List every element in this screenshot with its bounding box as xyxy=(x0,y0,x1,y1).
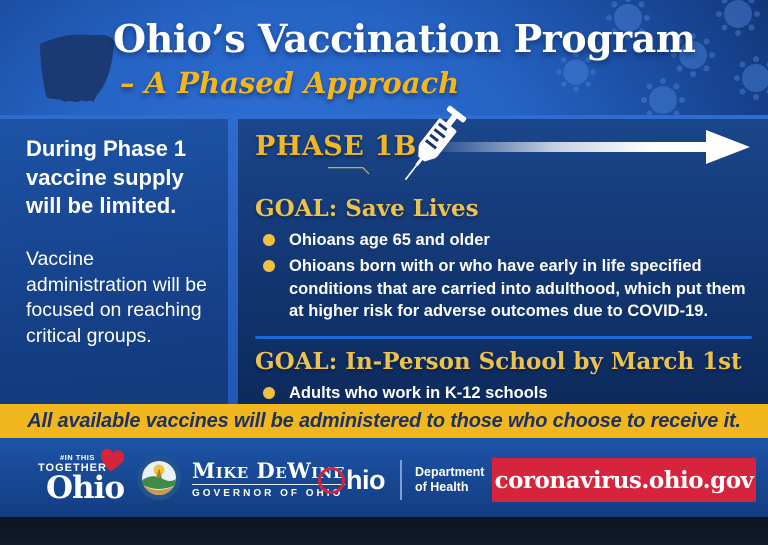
goal-1-bullets xyxy=(255,229,754,323)
availability-banner-text: All available vaccines will be administered to those who choose to receive it. xyxy=(27,409,741,432)
footer xyxy=(0,438,768,517)
in-this-together-ohio-logo xyxy=(26,453,136,506)
ohio-o-ring-icon xyxy=(318,467,345,494)
ohio-logo-text: hio xyxy=(346,464,385,495)
goal-2-bullets xyxy=(255,382,754,405)
ohio-state-silhouette-icon xyxy=(28,20,120,112)
bottom-bar xyxy=(0,517,768,545)
together-logo-name: Ohio xyxy=(46,470,124,506)
heart-icon xyxy=(96,445,127,475)
goal-divider xyxy=(255,336,752,339)
goal-1-bullet-2: Ohioans born with or who have early in life specified conditions that are carried into adulthood, which put them at higher risk for adverse outcomes due to COVID-19. xyxy=(263,255,754,323)
department-of-health-logo xyxy=(318,460,484,500)
governor-name: Mike DeWine xyxy=(192,457,345,483)
together-logo-line2: TOGETHER xyxy=(38,462,107,474)
together-logo-line1: #IN THIS xyxy=(60,453,95,462)
sidebar-body-text: Vaccine administration will be focused on reaching critical groups. xyxy=(26,247,207,347)
page-subtitle: – A Phased Approach xyxy=(120,66,460,100)
governor-logo xyxy=(136,455,345,501)
header xyxy=(0,0,768,118)
logo-divider xyxy=(400,460,402,500)
sidebar-panel xyxy=(0,119,228,404)
phase-label: PHASE 1B xyxy=(255,131,417,162)
page-title: Ohio’s Vaccination Program xyxy=(113,16,696,61)
coronavirus-url-button[interactable] xyxy=(492,458,756,502)
ohio-state-seal-icon xyxy=(136,455,182,501)
availability-banner xyxy=(0,404,768,438)
arrow-right-icon xyxy=(428,127,752,167)
goal-2-title: GOAL: In-Person School by March 1st xyxy=(255,348,742,376)
coronavirus-url-text: coronavirus.ohio.gov xyxy=(494,466,754,494)
syringe-icon xyxy=(392,100,468,196)
goal-1-bullet-1: Ohioans age 65 and older xyxy=(263,229,754,252)
doh-dept-line1: Department xyxy=(415,465,485,479)
goal-2-bullet-1: Adults who work in K-12 schools xyxy=(263,382,754,405)
goal-1-title: GOAL: Save Lives xyxy=(255,195,479,222)
doh-dept-line2: of Health xyxy=(415,480,469,494)
governor-title: GOVERNOR OF OHIO xyxy=(192,487,344,499)
sidebar-lead-text: During Phase 1 vaccine supply will be limited. xyxy=(26,136,187,219)
